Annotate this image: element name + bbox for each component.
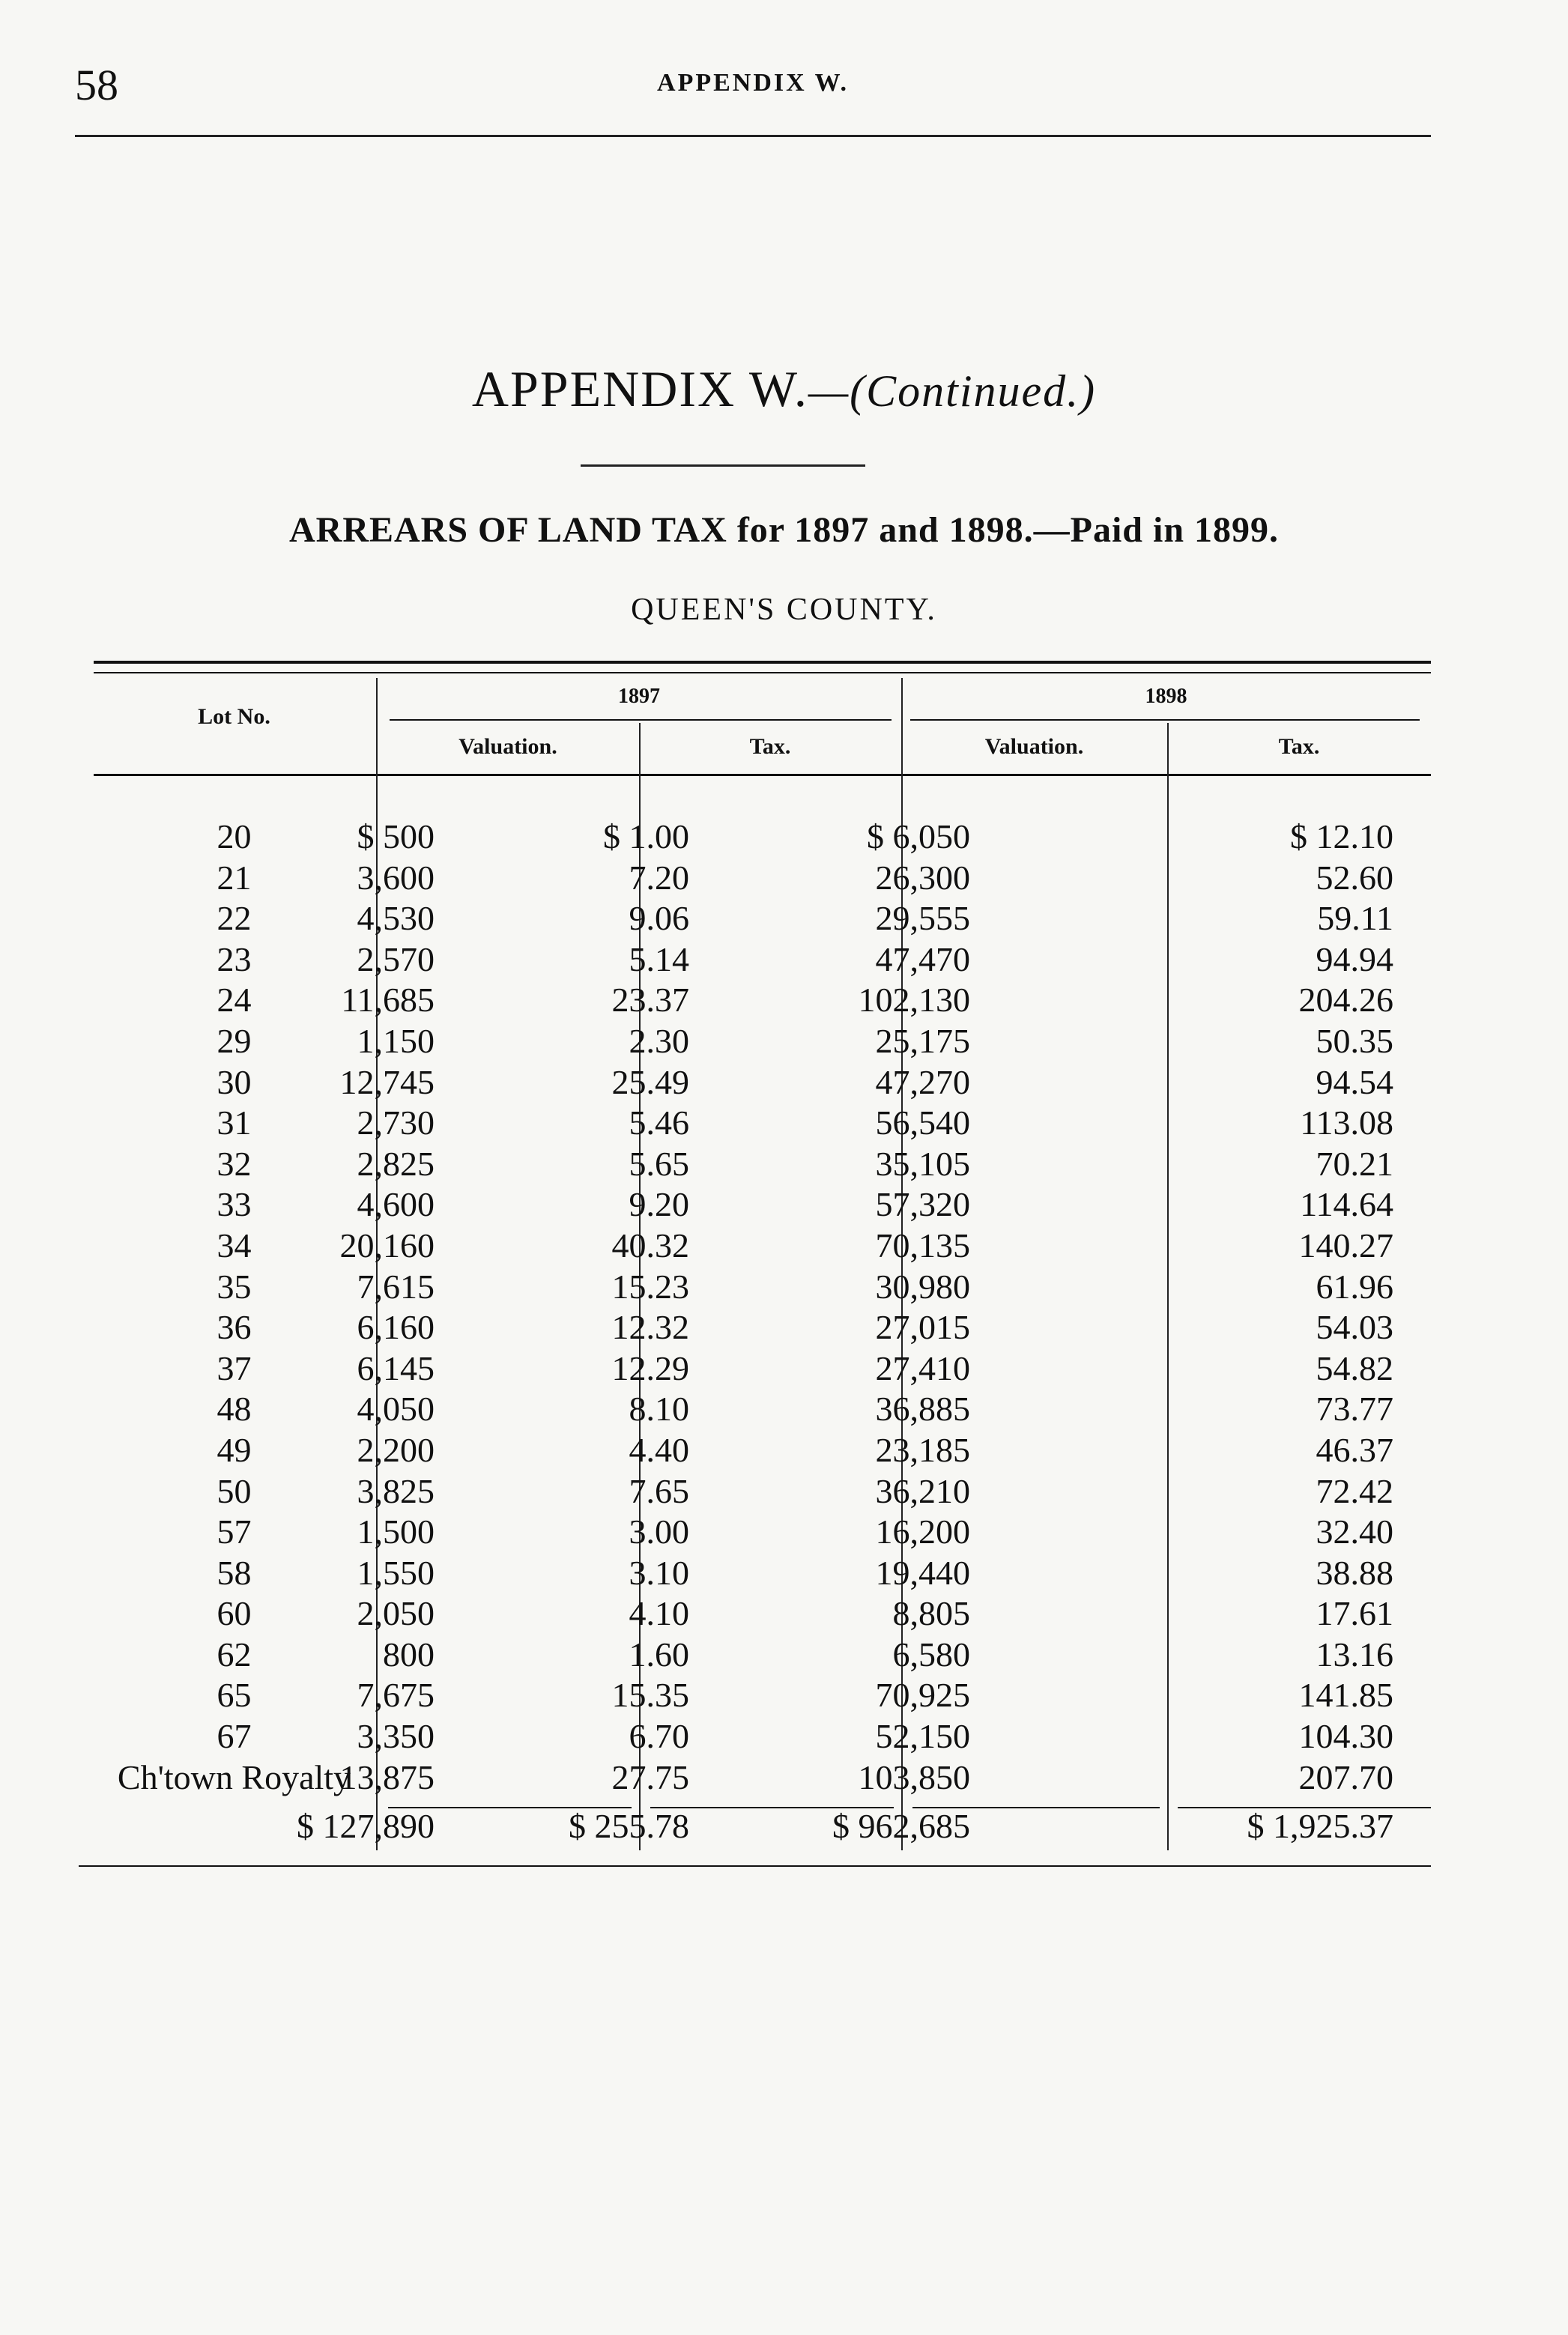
table-row xyxy=(94,898,1431,939)
valuation-1898-cell: 47,270 xyxy=(875,1062,970,1101)
tax-1898-cell: 52.60 xyxy=(1316,858,1393,897)
table-row xyxy=(94,1144,1431,1185)
tax-1898-cell: 70.21 xyxy=(1316,1144,1393,1183)
lot-number-cell: 21 xyxy=(217,858,252,897)
table-bottom-rule xyxy=(79,1865,1431,1867)
table-row xyxy=(94,1389,1431,1430)
valuation-1898-cell: 27,410 xyxy=(875,1348,970,1387)
lot-number-cell: Ch'town Royalty xyxy=(117,1757,351,1796)
tax-1897-cell: 4.10 xyxy=(629,1594,689,1633)
tax-1897-cell: 27.75 xyxy=(611,1757,689,1796)
lot-number-cell: 22 xyxy=(217,899,252,938)
county-heading: QUEEN'S COUNTY. xyxy=(631,593,937,627)
title-divider xyxy=(581,464,865,467)
valuation-1898-cell: 30,980 xyxy=(875,1267,970,1306)
tax-1897-cell: 40.32 xyxy=(611,1226,689,1265)
table-body xyxy=(94,817,1431,1798)
valuation-1898-cell: 52,150 xyxy=(875,1717,970,1756)
valuation-1898-cell: 70,135 xyxy=(875,1226,970,1265)
table-row xyxy=(94,939,1431,981)
valuation-1898-cell: 16,200 xyxy=(875,1512,970,1551)
table-row xyxy=(94,1635,1431,1676)
table-row xyxy=(94,1062,1431,1103)
lot-number-cell: 29 xyxy=(217,1021,252,1060)
page-title xyxy=(0,360,1568,419)
table-row xyxy=(94,1348,1431,1390)
lot-number-cell: 49 xyxy=(217,1430,252,1469)
title-continued: —(Continued.) xyxy=(808,366,1097,416)
table-row xyxy=(94,1553,1431,1594)
page-number: 58 xyxy=(75,61,118,109)
tax-1898-cell: 94.54 xyxy=(1316,1062,1393,1101)
valuation-1898-cell: 47,470 xyxy=(875,939,970,978)
valuation-1897-cell: 3,600 xyxy=(357,858,435,897)
total-valuation-1897: $ 127,890 xyxy=(297,1807,435,1845)
lot-number-cell: 60 xyxy=(217,1594,252,1633)
tax-1898-cell: 141.85 xyxy=(1298,1676,1393,1715)
lot-number-cell: 35 xyxy=(217,1267,252,1306)
table-row xyxy=(94,817,1431,858)
valuation-1898-cell: 36,210 xyxy=(875,1471,970,1510)
tax-1898-cell: 72.42 xyxy=(1316,1471,1393,1510)
valuation-1897-cell: 2,200 xyxy=(357,1430,435,1469)
tax-1897-cell: 3.10 xyxy=(629,1553,689,1592)
lot-number-cell: 48 xyxy=(217,1390,252,1429)
tax-1898-cell: 207.70 xyxy=(1298,1757,1393,1796)
table-row xyxy=(94,1184,1431,1226)
lot-number-cell: 24 xyxy=(217,981,252,1020)
tax-1898-cell: 54.03 xyxy=(1316,1308,1393,1347)
lot-number-cell: 36 xyxy=(217,1308,252,1347)
tax-1897-cell: 12.29 xyxy=(611,1348,689,1387)
lot-number-cell: 58 xyxy=(217,1553,252,1592)
lot-number-cell: 57 xyxy=(217,1512,252,1551)
table-row xyxy=(94,1675,1431,1716)
valuation-1898-cell: 36,885 xyxy=(875,1390,970,1429)
tax-1898-cell: 73.77 xyxy=(1316,1390,1393,1429)
tax-1898-cell: 114.64 xyxy=(1300,1185,1393,1224)
tax-1897-cell: 15.23 xyxy=(611,1267,689,1306)
tax-1898-cell: $ 12.10 xyxy=(1290,817,1393,855)
valuation-1898-cell: 70,925 xyxy=(875,1676,970,1715)
table-row xyxy=(94,1226,1431,1267)
valuation-1897-cell: 12,745 xyxy=(339,1062,435,1101)
valuation-1897-cell: $ 500 xyxy=(357,817,435,855)
tax-1898-cell: 204.26 xyxy=(1298,981,1393,1020)
valuation-1898-cell: $ 6,050 xyxy=(867,817,970,855)
lot-number-cell: 62 xyxy=(217,1635,252,1674)
tax-1897-cell: 4.40 xyxy=(629,1430,689,1469)
tax-1898-cell: 46.37 xyxy=(1316,1430,1393,1469)
tax-1898-cell: 59.11 xyxy=(1317,899,1393,938)
valuation-1898-cell: 19,440 xyxy=(875,1553,970,1592)
tax-1898-cell: 13.16 xyxy=(1316,1635,1393,1674)
total-tax-1898: $ 1,925.37 xyxy=(1247,1807,1393,1845)
valuation-1897-cell: 1,500 xyxy=(357,1512,435,1551)
valuation-1898-cell: 6,580 xyxy=(892,1635,970,1674)
valuation-1897-cell: 2,050 xyxy=(357,1594,435,1633)
valuation-1897-cell: 6,160 xyxy=(357,1308,435,1347)
year-1898-rule xyxy=(910,719,1420,721)
valuation-1898-cell: 103,850 xyxy=(858,1757,970,1796)
valuation-1898-cell: 57,320 xyxy=(875,1185,970,1224)
tax-1897-cell: 6.70 xyxy=(629,1717,689,1756)
tax-1897-cell: 5.65 xyxy=(629,1144,689,1183)
lot-number-cell: 31 xyxy=(217,1103,252,1142)
totals-row xyxy=(94,1805,1431,1850)
tax-1898-cell: 17.61 xyxy=(1316,1594,1393,1633)
valuation-1897-cell: 7,675 xyxy=(357,1676,435,1715)
tax-1897-cell: 9.20 xyxy=(629,1185,689,1224)
valuation-1897-cell: 4,530 xyxy=(357,899,435,938)
table-subtitle: ARREARS OF LAND TAX for 1897 and 1898.—Paid in 1899. xyxy=(288,510,1280,550)
tax-1898-cell: 113.08 xyxy=(1300,1103,1393,1142)
tax-1897-cell: 23.37 xyxy=(611,981,689,1020)
tax-1897-cell: 3.00 xyxy=(629,1512,689,1551)
lot-number-cell: 23 xyxy=(217,939,252,978)
lot-number-cell: 37 xyxy=(217,1348,252,1387)
lot-number-cell: 67 xyxy=(217,1717,252,1756)
lot-number-cell: 30 xyxy=(217,1062,252,1101)
valuation-1897-cell: 4,600 xyxy=(357,1185,435,1224)
table-row xyxy=(94,1757,1431,1799)
year-1898-header: 1898 xyxy=(1145,685,1187,708)
tax-1898-cell: 61.96 xyxy=(1316,1267,1393,1306)
table-row xyxy=(94,1512,1431,1553)
valuation-1897-header: Valuation. xyxy=(458,734,557,759)
tax-1897-cell: 2.30 xyxy=(629,1021,689,1060)
valuation-1897-cell: 800 xyxy=(383,1635,435,1674)
valuation-1898-cell: 35,105 xyxy=(875,1144,970,1183)
tax-1897-cell: 7.20 xyxy=(629,858,689,897)
valuation-1897-cell: 2,570 xyxy=(357,939,435,978)
tax-1898-cell: 94.94 xyxy=(1316,939,1393,978)
lot-number-cell: 50 xyxy=(217,1471,252,1510)
table-row xyxy=(94,1593,1431,1635)
valuation-1897-cell: 3,825 xyxy=(357,1471,435,1510)
table-row xyxy=(94,980,1431,1021)
year-1897-header: 1897 xyxy=(618,685,660,708)
tax-1897-cell: 5.14 xyxy=(629,939,689,978)
title-main: APPENDIX W. xyxy=(471,360,808,417)
table-top-rule xyxy=(94,661,1431,664)
valuation-1897-cell: 1,550 xyxy=(357,1553,435,1592)
tax-1898-cell: 38.88 xyxy=(1316,1553,1393,1592)
valuation-1898-cell: 29,555 xyxy=(875,899,970,938)
tax-1898-cell: 50.35 xyxy=(1316,1021,1393,1060)
tax-1898-cell: 140.27 xyxy=(1298,1226,1393,1265)
valuation-1897-cell: 3,350 xyxy=(357,1717,435,1756)
tax-1897-cell: 12.32 xyxy=(611,1308,689,1347)
table-row xyxy=(94,1021,1431,1062)
valuation-1897-cell: 13,875 xyxy=(339,1757,435,1796)
tax-1897-cell: 25.49 xyxy=(611,1062,689,1101)
tax-1897-cell: 8.10 xyxy=(629,1390,689,1429)
tax-1897-cell: 15.35 xyxy=(611,1676,689,1715)
lot-no-header: Lot No. xyxy=(198,704,270,729)
tax-1897-cell: 9.06 xyxy=(629,899,689,938)
tax-1898-cell: 54.82 xyxy=(1316,1348,1393,1387)
valuation-1897-cell: 4,050 xyxy=(357,1390,435,1429)
lot-number-cell: 34 xyxy=(217,1226,252,1265)
valuation-1897-cell: 2,730 xyxy=(357,1103,435,1142)
table-row xyxy=(94,1716,1431,1757)
valuation-1898-cell: 8,805 xyxy=(892,1594,970,1633)
running-head: APPENDIX W. xyxy=(657,69,849,97)
table-row xyxy=(94,1430,1431,1471)
valuation-1898-cell: 25,175 xyxy=(875,1021,970,1060)
valuation-1897-cell: 6,145 xyxy=(357,1348,435,1387)
valuation-1897-cell: 11,685 xyxy=(341,981,435,1020)
lot-number-cell: 32 xyxy=(217,1144,252,1183)
valuation-1898-header: Valuation. xyxy=(984,734,1084,759)
page-header xyxy=(75,60,1431,137)
lot-number-cell: 65 xyxy=(217,1676,252,1715)
valuation-1898-cell: 26,300 xyxy=(875,858,970,897)
table-header xyxy=(94,674,1431,775)
valuation-1898-cell: 27,015 xyxy=(875,1308,970,1347)
tax-1897-cell: $ 1.00 xyxy=(603,817,689,855)
year-1897-rule xyxy=(390,719,892,721)
tax-1897-cell: 5.46 xyxy=(629,1103,689,1142)
table-row xyxy=(94,1103,1431,1144)
tax-1898-cell: 32.40 xyxy=(1316,1512,1393,1551)
table-top-rule-thin xyxy=(94,672,1431,673)
header-bottom-rule xyxy=(94,774,1431,776)
tax-1897-cell: 7.65 xyxy=(629,1471,689,1510)
lot-number-cell: 20 xyxy=(217,817,252,855)
valuation-1897-cell: 2,825 xyxy=(357,1144,435,1183)
total-valuation-1898: $ 962,685 xyxy=(832,1807,970,1845)
valuation-1897-cell: 20,160 xyxy=(339,1226,435,1265)
valuation-1898-cell: 102,130 xyxy=(858,981,970,1020)
valuation-1897-cell: 1,150 xyxy=(357,1021,435,1060)
table-row xyxy=(94,1471,1431,1512)
lot-number-cell: 33 xyxy=(217,1185,252,1224)
tax-1897-header: Tax. xyxy=(749,734,791,759)
table-row xyxy=(94,1307,1431,1348)
valuation-1898-cell: 56,540 xyxy=(875,1103,970,1142)
table-row xyxy=(94,1267,1431,1308)
valuation-1897-cell: 7,615 xyxy=(357,1267,435,1306)
total-tax-1897: $ 255.78 xyxy=(569,1807,689,1845)
table-row xyxy=(94,858,1431,899)
tax-1897-cell: 1.60 xyxy=(629,1635,689,1674)
tax-1898-header: Tax. xyxy=(1278,734,1320,759)
tax-1898-cell: 104.30 xyxy=(1298,1717,1393,1756)
valuation-1898-cell: 23,185 xyxy=(875,1430,970,1469)
